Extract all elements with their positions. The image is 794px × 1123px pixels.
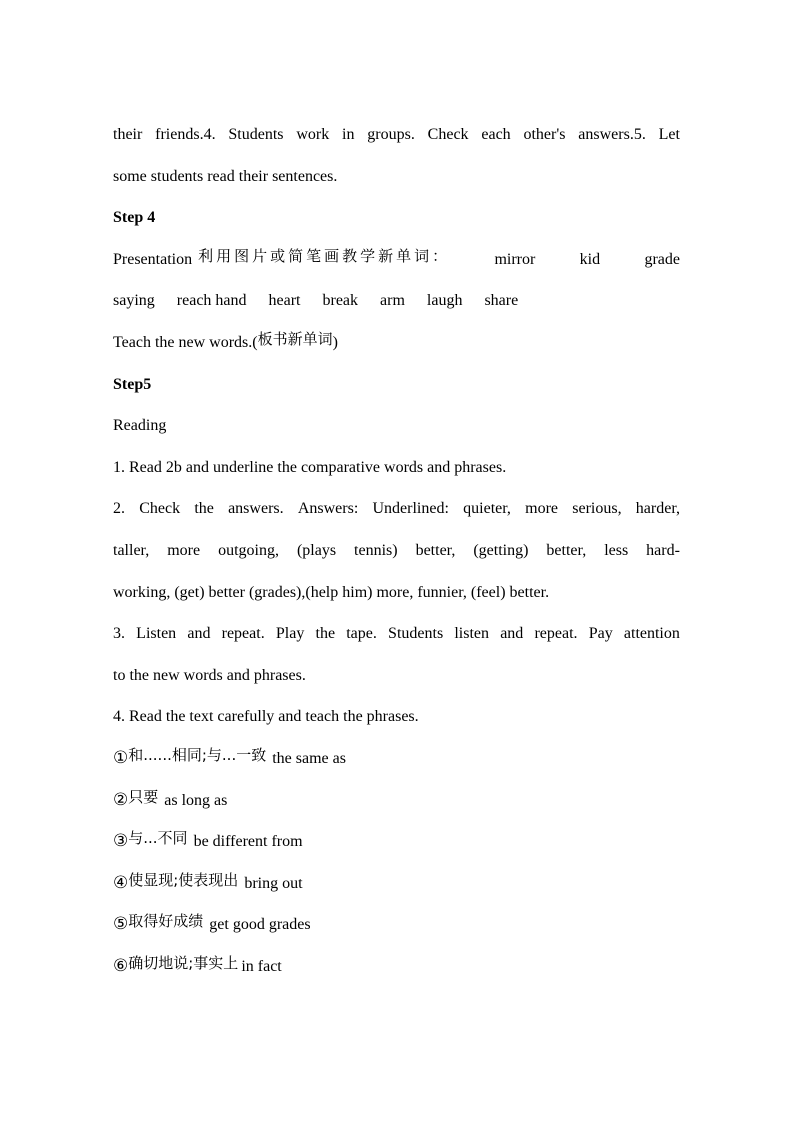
phrase-en: as long as	[164, 791, 228, 809]
phrase-number: ⑥	[113, 955, 129, 976]
word: other's	[523, 126, 566, 143]
phrase-number: ④	[113, 872, 129, 893]
document-page	[113, 114, 680, 987]
word: work	[296, 126, 330, 143]
reading-label: Reading	[113, 417, 167, 435]
vocab-line2	[113, 280, 680, 322]
word: groups.	[367, 126, 415, 143]
phrase-number: ②	[113, 789, 129, 810]
word: each	[481, 126, 511, 143]
phrase-item	[113, 904, 680, 946]
presentation-cn: 利用图片或简笔画教学新单词：	[198, 246, 451, 265]
vocab-word: break	[322, 292, 359, 310]
item1: 1. Read 2b and underline the comparative words and phrases.	[113, 458, 507, 476]
presentation-label: Presentation 利用图片或简笔画教学新单词：	[113, 246, 451, 268]
item2-line2: taller, more outgoing, (plays tennis) better, (getting) better, less hard-	[113, 541, 680, 559]
vocab-word: heart	[268, 292, 301, 310]
word: Check	[427, 126, 469, 143]
phrase-cn: 与...不同	[128, 829, 188, 848]
phrase-item	[113, 780, 680, 822]
phrase-item	[113, 738, 680, 780]
para1-line2: some students read their sentences.	[113, 167, 338, 185]
phrase-en: the same as	[272, 749, 346, 767]
item2-line3: working, (get) better (grades),(help him) more, funnier, (feel) better.	[113, 583, 550, 601]
vocab-word: mirror	[494, 250, 536, 268]
item4: 4. Read the text carefully and teach the phrases.	[113, 708, 419, 726]
para1-line1	[113, 114, 680, 156]
phrase-en: bring out	[244, 874, 303, 892]
phrase-item	[113, 863, 680, 905]
word: in	[342, 126, 355, 143]
vocab-word: kid	[579, 250, 601, 268]
item3-line2: to the new words and phrases.	[113, 666, 306, 684]
presentation-line	[113, 239, 680, 281]
step4-heading: Step 4	[113, 209, 156, 227]
item2-line1: 2. Check the answers. Answers: Underlined: quieter, more serious, harder,	[113, 500, 680, 518]
phrase-cn: 只要	[128, 787, 159, 806]
phrase-number: ⑤	[113, 914, 129, 935]
vocab-word: share	[484, 292, 519, 310]
phrase-en: in fact	[241, 957, 282, 975]
teach-line: Teach the new words.(板书新单词)	[113, 329, 338, 351]
word: Let	[658, 126, 680, 143]
phrase-cn: 和......相同;与...一致	[128, 745, 267, 764]
word: their	[113, 126, 143, 143]
phrase-en: be different from	[193, 833, 303, 851]
phrase-cn: 取得好成绩	[128, 912, 204, 931]
phrase-cn: 确切地说;事实上	[128, 953, 239, 972]
step5-heading: Step5	[113, 375, 152, 393]
word: friends.4.	[155, 126, 216, 143]
vocab-word: reach hand	[176, 292, 247, 310]
vocab-word: grade	[644, 250, 680, 268]
vocab-word: arm	[380, 292, 405, 310]
vocab-word: saying	[113, 292, 155, 310]
phrase-number: ③	[113, 831, 129, 852]
phrase-cn: 使显现;使表现出	[128, 870, 239, 889]
phrase-item	[113, 946, 680, 988]
phrase-item	[113, 821, 680, 863]
word: Students	[228, 126, 284, 143]
item3-line1: 3. Listen and repeat. Play the tape. Students listen and repeat. Pay attention	[113, 625, 680, 643]
teach-cn: 板书新单词	[257, 329, 333, 348]
vocab-word: laugh	[426, 292, 463, 310]
phrase-number: ①	[113, 747, 129, 768]
word: answers.5.	[578, 126, 646, 143]
phrase-en: get good grades	[209, 916, 311, 934]
